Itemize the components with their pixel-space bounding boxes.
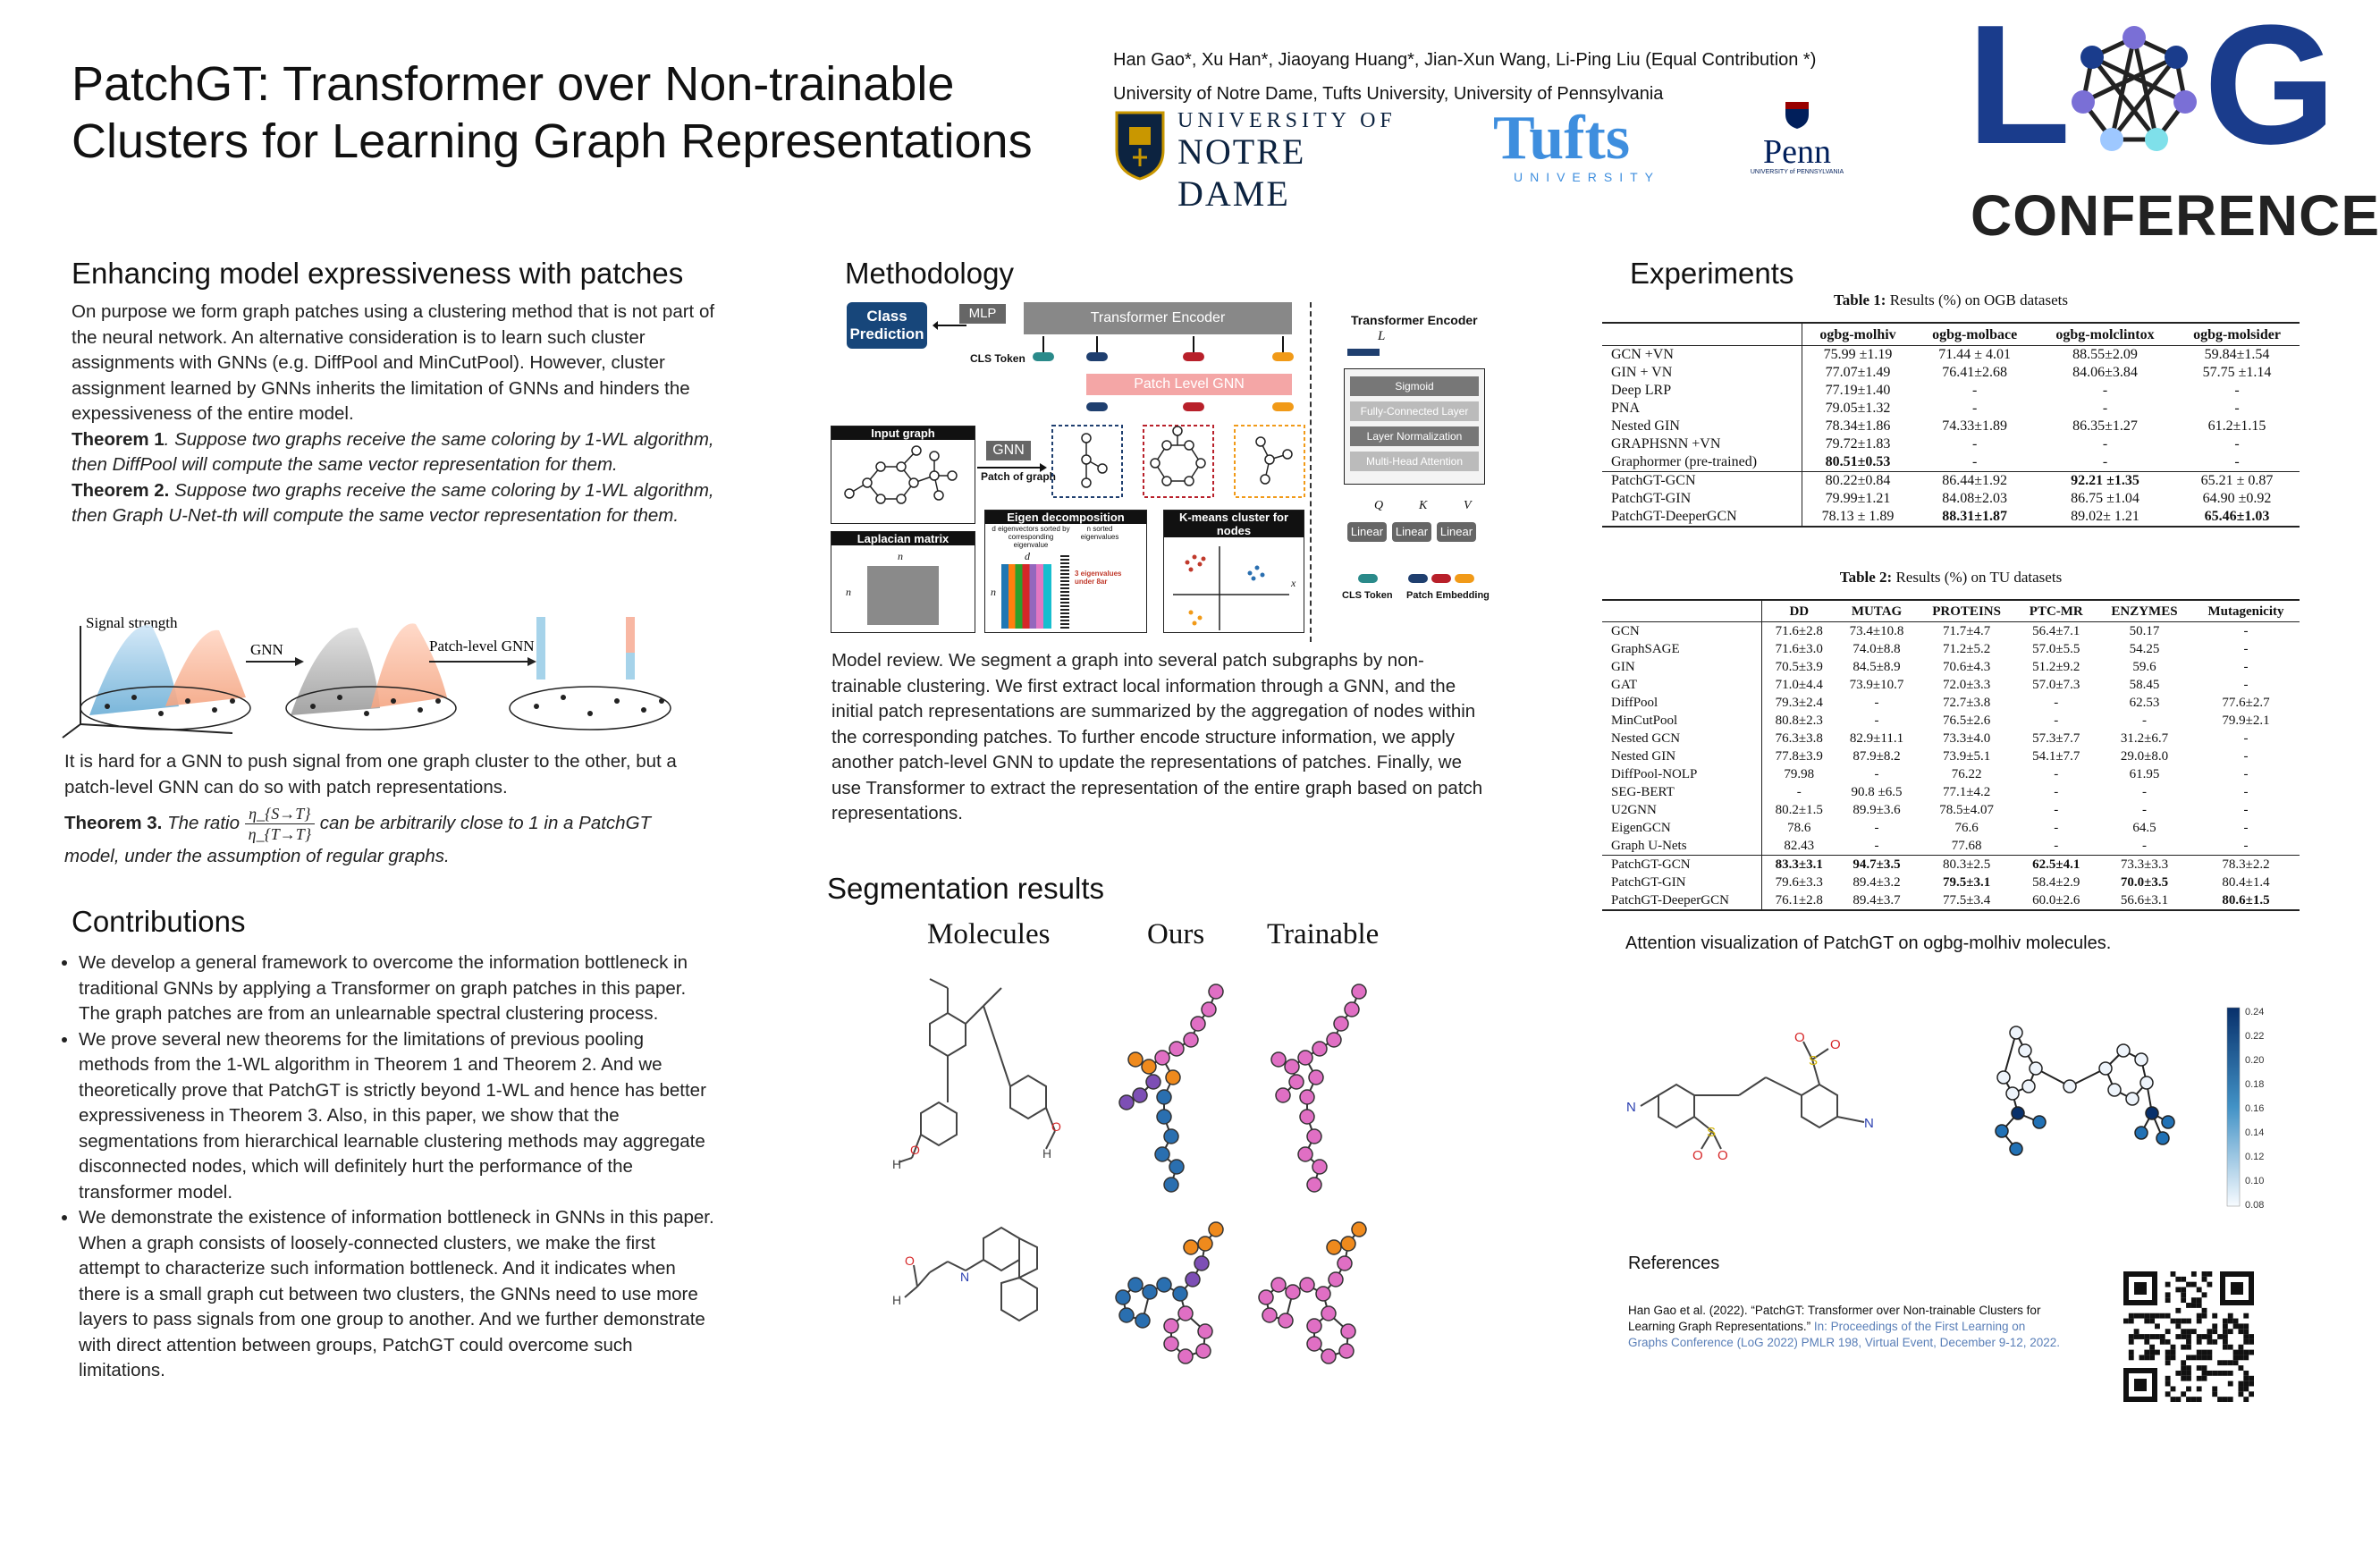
table-row: GCN +VN 75.99 ±1.19 71.44 ± 4.01 88.55±2.09 59.84±1.54 xyxy=(1602,346,2300,365)
mlp-box: MLP xyxy=(959,304,1006,324)
method-cell: GraphSAGE xyxy=(1602,640,1762,658)
theorem-2: Theorem 2. Suppose two graphs receive the same coloring by 1-WL algorithm, then Graph U-Net-th will compute the same vector representation for them. xyxy=(72,479,714,526)
tufts-logo: Tufts UNIVERSITY xyxy=(1493,104,1660,184)
references-heading: References xyxy=(1628,1254,1720,1273)
eigenvector-stripes xyxy=(1001,564,1051,629)
table-header: DD xyxy=(1762,600,1836,622)
value-cell: 77.5±3.4 xyxy=(1918,891,2016,910)
linear-box: Linear xyxy=(1392,522,1431,542)
table2-caption: Table 2: Results (%) on TU datasets xyxy=(1839,569,2063,586)
table-row xyxy=(1602,874,2300,891)
table-header: ENZYMES xyxy=(2097,600,2192,622)
method-cell: GCN xyxy=(1602,622,1762,641)
value-cell: 71.2±5.2 xyxy=(1943,642,1991,656)
value-cell: - xyxy=(1874,821,1879,835)
value-cell: 79.6±3.3 xyxy=(1775,875,1823,890)
value-cell: - xyxy=(2243,660,2249,674)
value-cell: - xyxy=(2054,713,2059,728)
method-cell: Graph U-Nets xyxy=(1602,837,1762,856)
value-cell: 77.8±3.9 xyxy=(1775,749,1823,764)
value-cell: 89.9±3.6 xyxy=(1853,803,1901,817)
value-cell: 73.3±4.0 xyxy=(1943,731,1991,746)
colorbar xyxy=(2227,1008,2240,1206)
table-ogb-results xyxy=(1602,322,2300,528)
value-cell: - xyxy=(1796,785,1802,799)
table-header: PROTEINS xyxy=(1918,600,2016,622)
contribution-item: • We develop a general framework to overcome the information bottleneck in traditional GNNs by applying a Transformer on graph patches in this paper. The graph patches are from an unlearnable spectral clustering process. xyxy=(79,950,719,1027)
value-cell: 78.3±2.2 xyxy=(2192,856,2300,874)
table1-caption: Table 1: Results (%) on OGB datasets xyxy=(1834,291,2068,308)
value-cell: 56.4±7.1 xyxy=(2032,624,2080,638)
method-cell: PatchGT-DeeperGCN xyxy=(1602,891,1762,910)
value-cell: 84.5±8.9 xyxy=(1853,660,1901,674)
table-row xyxy=(1602,712,2300,730)
table-row xyxy=(1602,819,2300,837)
value-cell: 74.0±8.8 xyxy=(1853,642,1901,656)
value-cell: - xyxy=(2054,785,2059,799)
table-row: GIN + VN 77.07±1.49 76.41±2.68 84.06±3.84 57.75 ±1.14 xyxy=(1602,364,2300,382)
table-row xyxy=(1602,783,2300,801)
qr-code-icon xyxy=(2120,1268,2258,1406)
value-cell: - xyxy=(2054,839,2059,853)
colorbar-tick-label: 0.10 xyxy=(2245,1176,2265,1186)
value-cell: - xyxy=(1874,713,1879,728)
value-cell: 87.9±8.2 xyxy=(1853,749,1901,764)
colorbar-tick-label: 0.24 xyxy=(2245,1007,2265,1017)
table-header xyxy=(1602,323,1802,346)
method-cell: EigenGCN xyxy=(1602,819,1762,837)
value-cell: 80.3±2.5 xyxy=(1918,856,2016,874)
colorbar-tick-label: 0.18 xyxy=(2245,1079,2265,1090)
te-top-bar xyxy=(1347,349,1380,356)
methodology-heading: Methodology xyxy=(845,257,1014,290)
input-graph-box: Input graph xyxy=(831,426,975,524)
method-cell: GIN xyxy=(1602,658,1762,676)
colorbar-tick-label: 0.12 xyxy=(2245,1152,2265,1162)
table-row xyxy=(1602,676,2300,694)
table-row xyxy=(1602,730,2300,747)
ratio-fraction: $\frac{\eta\_\{S\to T\}}{\eta\_\{T\to T\}}$ xyxy=(245,804,315,844)
value-cell: 72.0±3.3 xyxy=(1943,678,1991,692)
segmentation-figure xyxy=(858,970,1502,1390)
arrow-icon xyxy=(977,461,1049,474)
methodology-diagram: Class Prediction MLP Transformer Encoder CLS Token Patch Level GNN Input graph GNN Patch of graph Laplacian matrix n n Eigen decomposition d eigenvectors sorted by corresponding eigenvalue d n sorted eigenvalues n 3 eigenvalues under 8ar K-means cluster for nodes x Transformer Encoder L Sigmoid Fully-Connected Layer Layer Normalization Multi-Head Attention Q K V Linear Linear Linear CLS Token Patch Embedding xyxy=(827,295,1493,644)
svg-text:N: N xyxy=(1864,1116,1874,1131)
laplacian-matrix xyxy=(867,566,939,625)
molecule-2-skeleton-icon xyxy=(905,1228,1037,1321)
value-cell: - xyxy=(2243,642,2249,656)
gnn-arrow-label: GNN xyxy=(250,641,283,658)
value-cell: 82.43 xyxy=(1784,839,1815,853)
class-prediction-box: Class Prediction xyxy=(847,302,927,349)
theorem-1: Theorem 1. Suppose two graphs receive the same coloring by 1-WL algorithm, then DiffPool will compute the same vector representation for them. xyxy=(72,428,714,475)
value-cell: 77.1±4.2 xyxy=(1943,785,1991,799)
value-cell: 76.3±3.8 xyxy=(1775,731,1823,746)
contributions-heading: Contributions xyxy=(72,905,246,938)
value-cell: - xyxy=(2054,821,2059,835)
penn-logo: Penn UNIVERSITY of PENNSYLVANIA xyxy=(1743,100,1851,190)
te-tokens-icon xyxy=(1346,569,1489,590)
value-cell: - xyxy=(2054,696,2059,710)
value-cell: 77.6±2.7 xyxy=(2222,696,2270,710)
value-cell: 58.45 xyxy=(2129,678,2160,692)
value-cell: - xyxy=(2243,731,2249,746)
te-stack: Sigmoid Fully-Connected Layer Layer Normalization Multi-Head Attention xyxy=(1344,368,1485,485)
table-row: PatchGT-GCN 80.22±0.84 86.44±1.92 92.21 ±1.35 65.21 ± 0.87 xyxy=(1602,472,2300,491)
value-cell: 70.0±3.5 xyxy=(2120,875,2169,890)
value-cell: 54.25 xyxy=(2129,642,2160,656)
svg-text:H: H xyxy=(892,1293,902,1307)
table-header xyxy=(1602,600,1762,622)
table-row xyxy=(1602,837,2300,856)
value-cell: 57.0±5.5 xyxy=(2032,642,2080,656)
table-row xyxy=(1602,640,2300,658)
value-cell: - xyxy=(2243,785,2249,799)
patch-level-gnn-arrow-label: Patch-level GNN xyxy=(429,637,535,654)
table-header: MUTAG xyxy=(1836,600,1917,622)
table-header: ogbg-molclintox xyxy=(2036,323,2174,346)
value-cell: 76.1±2.8 xyxy=(1762,891,1836,910)
attention-visualization xyxy=(1605,997,2284,1220)
notre-dame-shield-icon xyxy=(1113,109,1167,181)
table-row xyxy=(1602,747,2300,765)
value-cell: 89.4±3.7 xyxy=(1836,891,1917,910)
value-cell: 57.3±7.7 xyxy=(2032,731,2080,746)
value-cell: - xyxy=(2243,767,2249,781)
molecule-1-skeleton-icon xyxy=(899,979,1055,1162)
patch-level-gnn-bar: Patch Level GNN xyxy=(1086,374,1292,395)
expressiveness-para: On purpose we form graph patches using a clustering method that is not part of the neural network. An alternative consideration is to learn such cluster assignments with GNNs (e.g. DiffPool and MinCutPool). However, cluster assignment learned by GNNs inherits the limitation of GNNs and hinders the expessiveness of the entire model. xyxy=(72,301,715,424)
table-row xyxy=(1602,622,2300,641)
value-cell: - xyxy=(2243,821,2249,835)
value-cell: 59.6 xyxy=(2132,660,2156,674)
svg-text:O: O xyxy=(1717,1148,1728,1163)
patch-subgraphs-icon xyxy=(1051,424,1319,501)
value-cell: - xyxy=(2243,803,2249,817)
svg-text:H: H xyxy=(1042,1146,1052,1161)
expressiveness-heading: Enhancing model expressiveness with patches xyxy=(72,257,684,290)
value-cell: 70.5±3.9 xyxy=(1775,660,1823,674)
eigenvalue-stripe xyxy=(1060,553,1069,629)
reference-text: Han Gao et al. (2022). “PatchGT: Transformer over Non-trainable Clusters for Learning Graph Representations.” In: Proceedings of the First Learning on Graphs Conference (LoG 2022) PMLR 198, Virtual Event, December 9-12, 2022. xyxy=(1628,1304,2061,1349)
method-cell: SEG-BERT xyxy=(1602,783,1762,801)
value-cell: - xyxy=(1874,839,1879,853)
methodology-description: Model review. We segment a graph into several patch subgraphs by non-trainable clustering. We first extract local information through a GNN, and the initial patch representations are summarized by the aggregation of nodes within the corresponding patches. To further encode structure information, we apply another patch-level GNN to update the representations of patches. Finally, we use Transformer to extract the representation of the entire graph based on patch representations. xyxy=(831,650,1483,823)
table-row: Deep LRP 77.19±1.40 - - - xyxy=(1602,382,2300,400)
poster-title: PatchGT: Transformer over Non-trainable Clusters for Learning Graph Representations xyxy=(72,57,1033,168)
colorbar-ticks xyxy=(2245,1007,2264,1211)
svg-text:O: O xyxy=(905,1254,915,1268)
value-cell: 94.7±3.5 xyxy=(1836,856,1917,874)
table-row xyxy=(1602,765,2300,783)
value-cell: - xyxy=(1874,767,1879,781)
value-cell: 57.0±7.3 xyxy=(2032,678,2080,692)
table2-body xyxy=(1602,622,2300,911)
table-row: PNA 79.05±1.32 - - - xyxy=(1602,400,2300,418)
colorbar-tick-label: 0.14 xyxy=(2245,1127,2265,1138)
value-cell: 80.6±1.5 xyxy=(2192,891,2300,910)
linear-box: Linear xyxy=(1437,522,1476,542)
svg-text:O: O xyxy=(1692,1148,1703,1163)
kmeans-scatter-icon xyxy=(1164,537,1298,636)
expressiveness-body xyxy=(72,300,715,529)
te-L: L xyxy=(1378,329,1386,343)
experiments-heading: Experiments xyxy=(1630,257,1794,290)
value-cell: 54.1±7.7 xyxy=(2032,749,2080,764)
value-cell: 73.9±10.7 xyxy=(1849,678,1904,692)
svg-text:S: S xyxy=(1707,1125,1717,1140)
cls-token-label: CLS Token xyxy=(970,352,1025,365)
method-cell: U2GNN xyxy=(1602,801,1762,819)
te-cls-label: CLS Token xyxy=(1342,590,1393,601)
segmentation-heading: Segmentation results xyxy=(827,872,1105,905)
token-row-icon xyxy=(1024,334,1319,370)
svg-text:O: O xyxy=(910,1143,920,1157)
table-header: Mutagenicity xyxy=(2192,600,2300,622)
table-row: GRAPHSNN +VN 79.72±1.83 - - - xyxy=(1602,435,2300,453)
value-cell: 73.9±5.1 xyxy=(1943,749,1991,764)
laplacian-box: Laplacian matrix n n xyxy=(831,531,975,633)
table-row xyxy=(1602,658,2300,676)
value-cell: 60.0±2.6 xyxy=(2016,891,2097,910)
transformer-encoder-bar: Transformer Encoder xyxy=(1024,302,1292,334)
contribution-item: • We prove several new theorems for the limitations of previous pooling methods from the 1-WL algorithm in Theorem 1 and Theorem 2. And we theoretically prove that PatchGT is strictly beyond 1-WL and hence has better expressiveness in Theorem 3. Also, in this paper, we show that the segmentations from hierarchical learnable clustering methods may aggregate disconnected nodes, which will definitely hurt the performance of the transformer model. xyxy=(79,1027,719,1206)
value-cell: 79.3±2.4 xyxy=(1775,696,1823,710)
seg-col-molecules: Molecules xyxy=(927,918,1051,950)
kmeans-box: K-means cluster for nodes x xyxy=(1163,510,1304,633)
value-cell: 79.9±2.1 xyxy=(2222,713,2270,728)
notre-dame-logo: UNIVERSITY OF NOTRE DAME xyxy=(1113,109,1426,184)
seg-col-trainable: Trainable xyxy=(1267,918,1380,950)
value-cell: 71.0±4.4 xyxy=(1775,678,1823,692)
value-cell: - xyxy=(2141,713,2147,728)
attention-molecule-skeleton-icon xyxy=(1641,1042,1864,1149)
svg-text:O: O xyxy=(1794,1030,1805,1045)
value-cell: - xyxy=(2054,803,2059,817)
value-cell: 89.4±3.2 xyxy=(1853,875,1901,890)
theorem-3-tail: model, under the assumption of regular graphs. xyxy=(64,846,450,866)
table-row: PatchGT-GIN 79.99±1.21 84.08±2.03 86.75 ±1.04 64.90 ±0.92 xyxy=(1602,490,2300,508)
value-cell: - xyxy=(2243,749,2249,764)
signal-strength-label: Signal strength xyxy=(86,614,178,631)
value-cell: 90.8 ±6.5 xyxy=(1851,785,1903,799)
value-cell: 76.6 xyxy=(1954,821,1979,835)
value-cell: 50.17 xyxy=(2129,624,2160,638)
method-cell: Nested GIN xyxy=(1602,747,1762,765)
table-tu-results xyxy=(1602,599,2300,911)
table-row: PatchGT-DeeperGCN 78.13 ± 1.89 88.31±1.87 89.02± 1.21 65.46±1.03 xyxy=(1602,508,2300,527)
method-cell: DiffPool-NOLP xyxy=(1602,765,1762,783)
value-cell: 58.4±2.9 xyxy=(2032,875,2080,890)
svg-text:O: O xyxy=(1830,1037,1841,1052)
signal-propagation-figure xyxy=(54,608,706,742)
method-cell: PatchGT-GIN xyxy=(1602,874,1762,891)
method-cell: DiffPool xyxy=(1602,694,1762,712)
molecule-graph-icon xyxy=(831,440,966,516)
contribution-item: • We demonstrate the existence of information bottleneck in GNNs in this paper. When a graph consists of loosely-connected clusters, we make the first attempt to characterize such information bottleneck. And it indicates when there is a small graph cut between two clusters, the GNNs need to use more layers to pass signals from one group to another. And we further demonstrate with direct attention between groups, PatchGT could overcome such limitations. xyxy=(79,1205,719,1384)
te-title: Transformer Encoder xyxy=(1351,313,1478,327)
colorbar-tick-label: 0.22 xyxy=(2245,1031,2265,1042)
gnn-box: GNN xyxy=(986,441,1031,460)
attention-caption: Attention visualization of PatchGT on ogbg-molhiv molecules. xyxy=(1625,933,2112,953)
value-cell: 80.8±2.3 xyxy=(1775,713,1823,728)
value-cell: 51.2±9.2 xyxy=(2032,660,2080,674)
method-cell: Nested GCN xyxy=(1602,730,1762,747)
svg-text:S: S xyxy=(1809,1053,1819,1068)
gnn-limitation-para: It is hard for a GNN to push signal from one graph cluster to the other, but a patch-level GNN can do so with patch representations. Theorem 3. The ratio $\frac{\eta\_\{S\to T\}}{\eta\_\{T\to T\}}$ can be arbitrarily close to 1 in a PatchGT model, under the assumption of regular graphs. xyxy=(64,749,717,870)
table-row: Nested GIN 78.34±1.86 74.33±1.89 86.35±1.27 61.2±1.15 xyxy=(1602,418,2300,435)
table-row: Graphormer (pre-trained) 80.51±0.53 - - - xyxy=(1602,453,2300,472)
author-block xyxy=(1113,46,1816,107)
value-cell: 76.5±2.6 xyxy=(1943,713,1991,728)
table-header: PTC-MR xyxy=(2016,600,2097,622)
value-cell: 78.6 xyxy=(1787,821,1811,835)
value-cell: 56.6±3.1 xyxy=(2097,891,2192,910)
svg-text:H: H xyxy=(892,1157,902,1171)
value-cell: 71.6±3.0 xyxy=(1775,642,1823,656)
table-row xyxy=(1602,801,2300,819)
seg-col-ours: Ours xyxy=(1147,918,1205,950)
value-cell: 31.2±6.7 xyxy=(2120,731,2169,746)
method-cell: PatchGT-GCN xyxy=(1602,856,1762,874)
value-cell: 62.5±4.1 xyxy=(2016,856,2097,874)
graph-o-icon xyxy=(2067,23,2201,157)
table-row xyxy=(1602,856,2300,874)
authors: Han Gao*, Xu Han*, Jiaoyang Huang*, Jian-Xun Wang, Li-Ping Liu (Equal Contribution *) xyxy=(1113,50,1817,70)
eigen-box: Eigen decomposition d eigenvectors sorted by corresponding eigenvalue d n sorted eigenvalues n 3 eigenvalues under 8ar xyxy=(984,510,1147,633)
value-cell: - xyxy=(1874,696,1879,710)
value-cell: 73.3±3.3 xyxy=(2097,856,2192,874)
value-cell: 78.5±4.07 xyxy=(1939,803,1994,817)
value-cell: 79.5±3.1 xyxy=(1943,875,1991,890)
svg-text:O: O xyxy=(1051,1119,1061,1134)
value-cell: 61.95 xyxy=(2129,767,2160,781)
value-cell: 71.6±2.8 xyxy=(1775,624,1823,638)
linear-box: Linear xyxy=(1347,522,1387,542)
table-row xyxy=(1602,694,2300,712)
contributions-list xyxy=(48,950,719,1384)
te-patch-emb-label: Patch Embedding xyxy=(1406,590,1490,601)
patch-of-graph-label: Patch of graph xyxy=(981,470,1057,483)
method-cell: MinCutPool xyxy=(1602,712,1762,730)
value-cell: 77.68 xyxy=(1951,839,1982,853)
affiliations: University of Notre Dame, Tufts University, University of Pennsylvania xyxy=(1113,84,1664,104)
value-cell: 80.4±1.4 xyxy=(2222,875,2270,890)
value-cell: - xyxy=(2141,803,2147,817)
penn-shield-icon xyxy=(1784,100,1810,131)
table-row xyxy=(1602,891,2300,910)
table-header: ogbg-molbace xyxy=(1913,323,2036,346)
colorbar-tick-label: 0.16 xyxy=(2245,1103,2265,1114)
value-cell: 73.4±10.8 xyxy=(1849,624,1904,638)
value-cell: 80.2±1.5 xyxy=(1775,803,1823,817)
value-cell: - xyxy=(2243,678,2249,692)
value-cell: - xyxy=(2243,839,2249,853)
value-cell: - xyxy=(2141,839,2147,853)
value-cell: - xyxy=(2141,785,2147,799)
value-cell: 29.0±8.0 xyxy=(2120,749,2169,764)
value-cell: 70.6±4.3 xyxy=(1943,660,1991,674)
log-conference-logo: L G CONFERENCE xyxy=(1967,0,2380,248)
colorbar-tick-label: 0.08 xyxy=(2245,1200,2265,1211)
value-cell: 72.7±3.8 xyxy=(1943,696,1991,710)
patch-tokens-icon xyxy=(1024,395,1319,426)
svg-text:N: N xyxy=(960,1270,970,1284)
value-cell: - xyxy=(2243,624,2249,638)
method-cell: GAT xyxy=(1602,676,1762,694)
value-cell: 62.53 xyxy=(2129,696,2160,710)
value-cell: 83.3±3.1 xyxy=(1762,856,1836,874)
arrow-icon xyxy=(933,318,968,336)
value-cell: 64.5 xyxy=(2132,821,2156,835)
value-cell: - xyxy=(2054,767,2059,781)
table-header: ogbg-molhiv xyxy=(1802,323,1913,346)
value-cell: 79.98 xyxy=(1784,767,1815,781)
value-cell: 71.7±4.7 xyxy=(1943,624,1991,638)
value-cell: 82.9±11.1 xyxy=(1849,731,1904,746)
table-header: ogbg-molsider xyxy=(2174,323,2300,346)
value-cell: 76.22 xyxy=(1951,767,1982,781)
theorem-3: Theorem 3. The ratio $\frac{\eta\_\{S\to T\}}{\eta\_\{T\to T\}}$ can be arbitrarily close to 1 in a PatchGT xyxy=(64,805,652,843)
svg-text:N: N xyxy=(1626,1100,1636,1115)
colorbar-tick-label: 0.20 xyxy=(2245,1055,2265,1066)
